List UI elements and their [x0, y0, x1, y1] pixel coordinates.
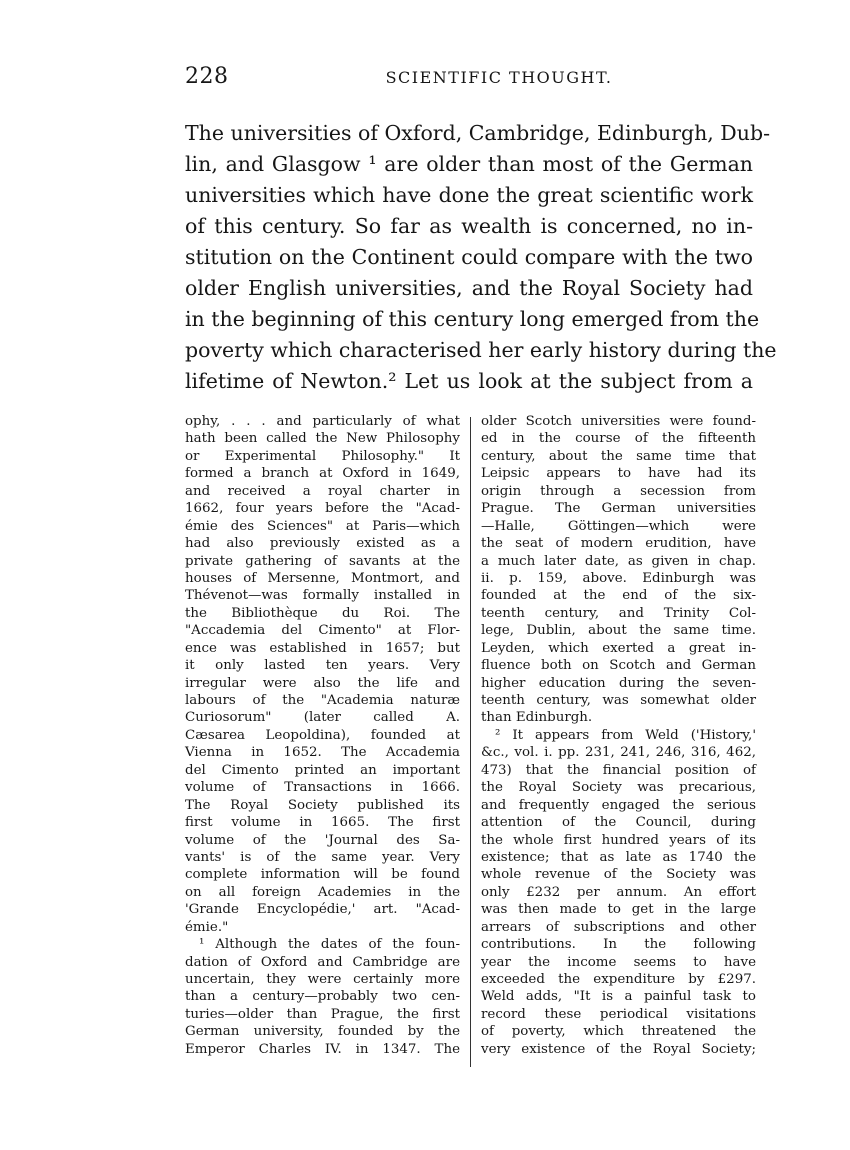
footnote-line: formed a branch at Oxford in 1649,	[185, 466, 460, 482]
footnote-line: the Bibliothèque du Roi. The	[185, 605, 460, 621]
footnote-line: émie des Sciences" at Paris—which	[185, 518, 460, 534]
footnote-line: teenth century, was somewhat older	[481, 693, 756, 708]
footnote-line: attention of the Council, during	[481, 815, 756, 831]
footnote-line: Cæsarea Leopoldina), founded at	[185, 727, 460, 743]
footnote-line: Weld adds, "It is a painful task to	[481, 989, 756, 1005]
running-head: SCIENTIFIC THOUGHT.	[385, 68, 613, 87]
footnote-line: first volume in 1665. The first	[185, 815, 460, 831]
footnote-line: only £232 per annum. An effort	[481, 884, 756, 900]
footnote-line: the Royal Society was precarious,	[481, 780, 756, 796]
footnote-line: German university, founded by the	[185, 1024, 460, 1040]
footnote-line: &c., vol. i. pp. 231, 241, 246, 316, 462,	[481, 745, 756, 761]
footnote-line: ii. p. 159, above. Edinburgh was	[481, 570, 756, 586]
footnote-line: vants' is of the same year. Very	[185, 849, 460, 865]
footnote-line: and received a royal charter in	[185, 483, 460, 499]
footnote-line: a much later date, as given in chap.	[481, 553, 756, 569]
footnote-line: Curiosorum" (later called A.	[185, 710, 460, 726]
footnote-line: it only lasted ten years. Very	[185, 658, 460, 674]
footnote-line: the whole first hundred years of its	[481, 832, 756, 848]
footnote-line: Thévenot—was formally installed in	[185, 588, 460, 604]
footnote-line: founded at the end of the six-	[481, 588, 756, 604]
footnote-line: Leipsic appears to have had its	[481, 466, 756, 482]
page-number: 228	[185, 64, 229, 89]
body-line: The universities of Oxford, Cambridge, Edinburgh, Dub-	[185, 121, 770, 145]
footnote-line: and frequently engaged the serious	[481, 797, 756, 813]
footnote-line: than a century—probably two cen-	[185, 989, 460, 1005]
footnote-line: or Experimental Philosophy." It	[185, 448, 460, 464]
body-line: poverty which characterised her early history during the	[185, 338, 777, 362]
footnote-line: volume of the 'Journal des Sa-	[185, 832, 460, 848]
footnote-line: year the income seems to have	[481, 954, 756, 970]
footnote-line: dation of Oxford and Cambridge are	[185, 954, 460, 970]
body-line: universities which have done the great scientific work	[185, 183, 753, 207]
footnote-line: older Scotch universities were found-	[481, 414, 756, 429]
footnote-line: teenth century, and Trinity Col-	[481, 605, 756, 621]
footnote-line: —Halle, Göttingen—which were	[481, 518, 756, 534]
footnote-line: whole revenue of the Society was	[481, 867, 756, 883]
footnote-line: uncertain, they were certainly more	[185, 972, 460, 987]
footnote-line: lege, Dublin, about the same time.	[481, 623, 756, 639]
footnote-line: émie."	[185, 919, 229, 935]
body-line: older English universities, and the Royal Society had	[185, 276, 753, 300]
page-header	[185, 64, 753, 94]
footnote-line: existence; that as late as 1740 the	[481, 849, 756, 865]
footnote-line: Emperor Charles IV. in 1347. The	[185, 1041, 460, 1057]
footnote-line: 473) that the financial position of	[481, 762, 756, 778]
body-line: lin, and Glasgow ¹ are older than most of the German	[185, 152, 753, 176]
footnote-line: contributions. In the following	[481, 937, 756, 953]
footnote-line: ² It appears from Weld ('History,'	[495, 727, 756, 743]
footnote-line: higher education during the seven-	[481, 675, 756, 691]
footnote-line: del Cimento printed an important	[185, 762, 460, 778]
main-text	[185, 118, 777, 397]
footnote-line: than Edinburgh.	[481, 710, 593, 726]
column-divider	[470, 417, 471, 1067]
footnote-line: ed in the course of the fifteenth	[481, 431, 756, 447]
footnote-line: Leyden, which exerted a great in-	[481, 640, 756, 656]
footnote-line: ophy, . . . and particularly of what	[185, 414, 460, 429]
footnote-line: was then made to get in the large	[481, 902, 756, 918]
footnote-line: record these periodical visitations	[481, 1006, 756, 1022]
footnote-line: houses of Mersenne, Montmort, and	[185, 570, 460, 586]
footnote-line: the seat of modern erudition, have	[481, 536, 756, 552]
footnote-line: The Royal Society published its	[185, 797, 460, 813]
footnote-line: century, about the same time that	[481, 448, 756, 464]
footnote-line: arrears of subscriptions and other	[481, 919, 756, 935]
footnote-line: of poverty, which threatened the	[481, 1024, 756, 1040]
footnote-line: private gathering of savants at the	[185, 553, 460, 569]
footnote-line: Vienna in 1652. The Accademia	[185, 745, 460, 761]
footnote-line: "Accademia del Cimento" at Flor-	[185, 623, 460, 639]
footnote-line: ence was established in 1657; but	[185, 640, 460, 656]
footnote-line: turies—older than Prague, the first	[185, 1006, 460, 1022]
footnotes	[185, 413, 756, 1078]
footnote-column-left	[185, 413, 460, 1058]
footnote-line: origin through a secession from	[481, 483, 756, 499]
footnote-line: hath been called the New Philosophy	[185, 431, 460, 447]
footnote-line: volume of Transactions in 1666.	[185, 780, 460, 796]
footnote-line: Prague. The German universities	[481, 501, 756, 517]
footnote-line: 1662, four years before the "Acad-	[185, 501, 460, 517]
footnote-line: irregular were also the life and	[185, 675, 460, 691]
footnote-line: 'Grande Encyclopédie,' art. "Acad-	[185, 902, 460, 918]
footnote-line: complete information will be found	[185, 867, 460, 883]
body-line: lifetime of Newton.² Let us look at the subject from a	[185, 369, 753, 393]
footnote-line: ¹ Although the dates of the foun-	[199, 937, 460, 953]
footnote-line: very existence of the Royal Society;	[481, 1041, 756, 1057]
body-line: stitution on the Continent could compare with the two	[185, 245, 753, 269]
footnote-line: had also previously existed as a	[185, 536, 460, 552]
footnote-line: fluence both on Scotch and German	[481, 658, 756, 674]
footnote-line: labours of the "Academia naturæ	[185, 693, 460, 708]
footnote-line: on all foreign Academies in the	[185, 884, 460, 900]
footnote-column-right	[481, 413, 756, 1058]
body-line: of this century. So far as wealth is concerned, no in-	[185, 214, 753, 238]
body-line: in the beginning of this century long emerged from the	[185, 307, 760, 331]
footnote-line: exceeded the expenditure by £297.	[481, 972, 756, 987]
